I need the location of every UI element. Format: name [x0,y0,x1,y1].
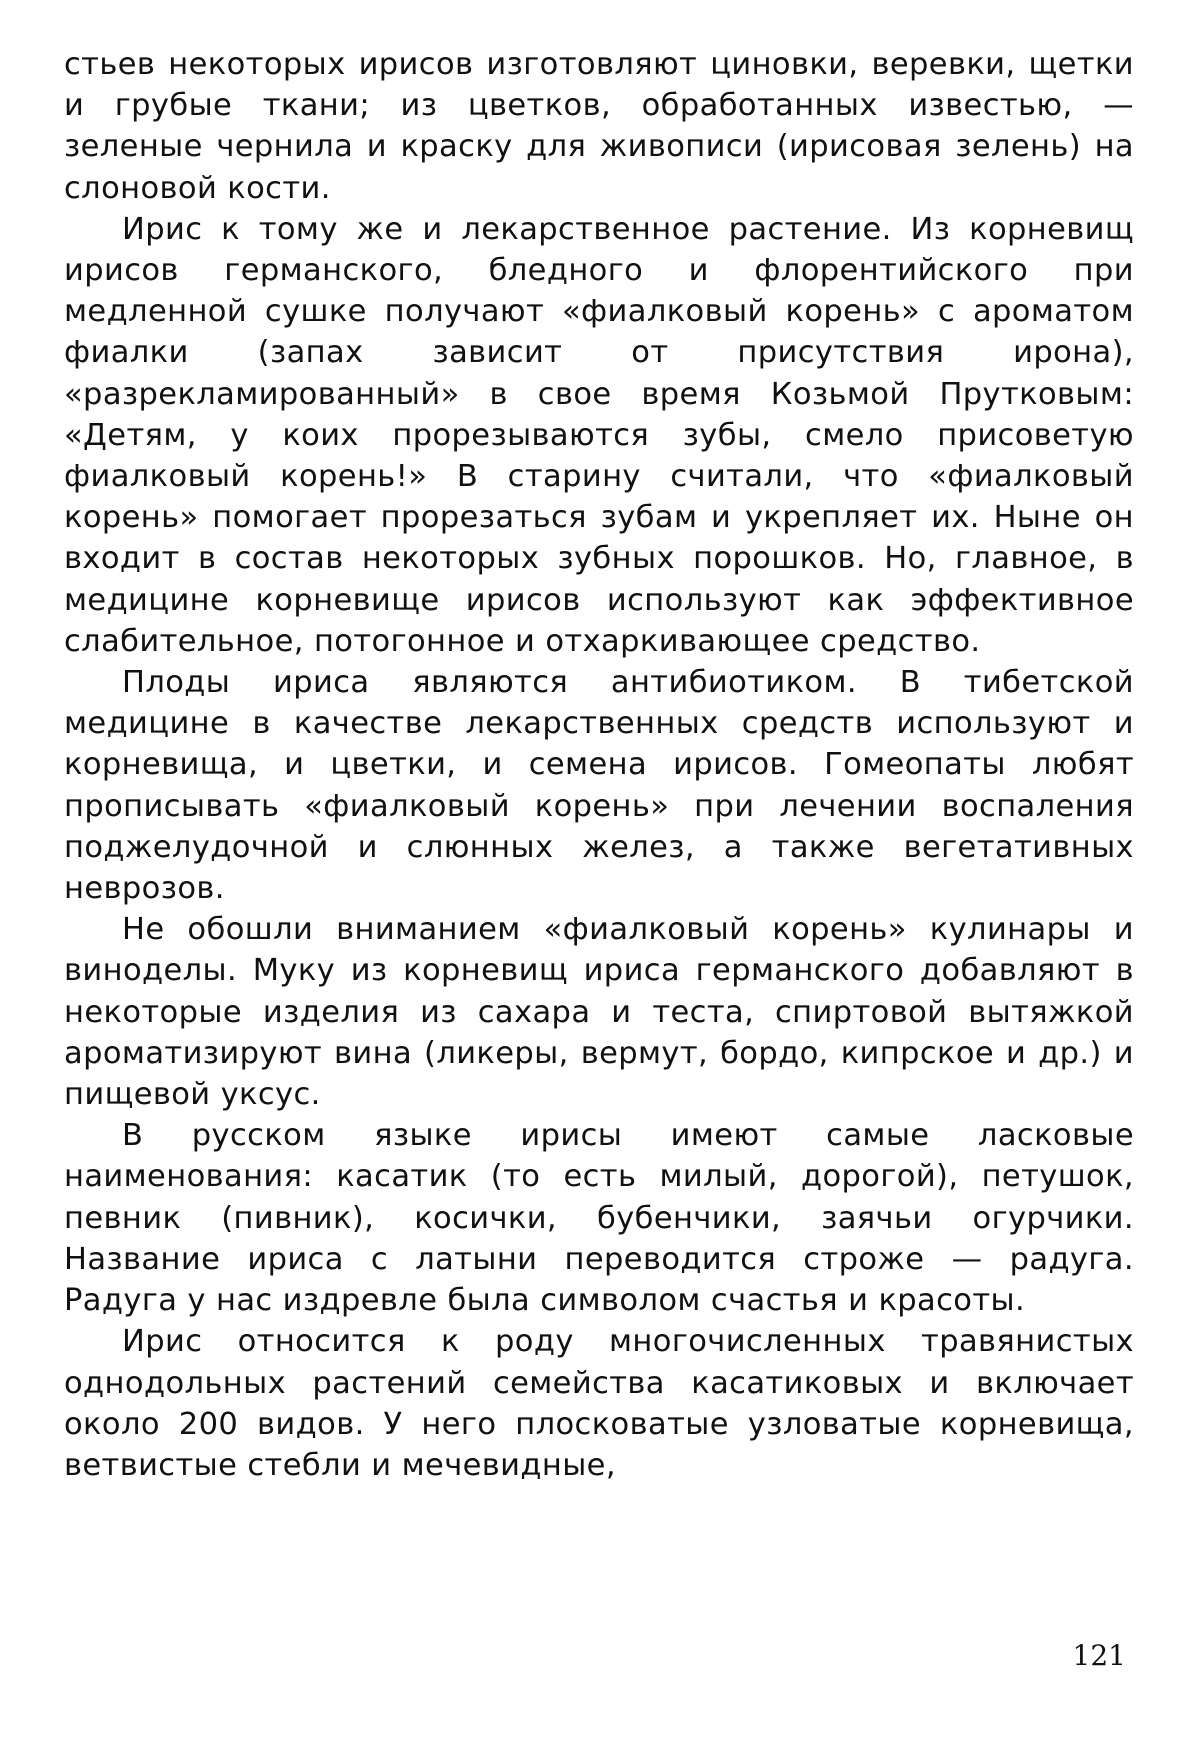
paragraph-names: В русском языке ирисы имеют самые ласковые наименования: касатик (то есть милый, дорогой), петушок, певник (пивник), косички, бубенчики, заячьи огурчики. Название ириса с латыни переводится строже — радуга. Радуга у нас издревле была символом счастья и красоты. [64,1118,1134,1319]
body-text [64,44,1134,1486]
paragraph-culinary: Не обошли вниманием «фиалковый корень» кулинары и виноделы. Муку из корневищ ириса германского добавляют в некоторые изделия из сахара и теста, спиртовой вытяжкой ароматизируют вина (ликеры, вермут, бордо, кипрское и др.) и пищевой уксус. [64,912,1134,1113]
page-number: 121 [1072,1639,1126,1672]
paragraph-continuation: стьев некоторых ирисов изготовляют циновки, веревки, щетки и грубые ткани; из цветков, обработанных известью, — зеленые чернила и краску для живописи (ирисовая зелень) на слоновой кости. [64,47,1134,206]
document-page [64,44,1134,1724]
paragraph-botany: Ирис относится к роду многочисленных травянистых однодольных растений семейства касатиковых и включает около 200 видов. У него плосковатые узловатые корневища, ветвистые стебли и мечевидные, [64,1324,1134,1483]
paragraph-medicinal: Ирис к тому же и лекарственное растение. Из корневищ ирисов германского, бледного и флорентийского при медленной сушке получают «фиалковый корень» с ароматом фиалки (запах зависит от присутствия ирона), «разрекламированный» в свое время Козьмой Прутковым: «Детям, у коих прорезываются зубы, смело присоветую фиалковый корень!» В старину считали, что «фиалковый корень» помогает прорезаться зубам и укрепляет их. Ныне он входит в состав некоторых зубных порошков. Но, главное, в медицине корневище ирисов используют как эффективное слабительное, потогонное и отхаркивающее средство. [64,211,1134,659]
paragraph-antibiotic: Плоды ириса являются антибиотиком. В тибетской медицине в качестве лекарственных средств используют и корневища, и цветки, и семена ирисов. Гомеопаты любят прописывать «фиалковый корень» при лечении воспаления поджелудочной и слюнных желез, а также вегетативных неврозов. [64,665,1134,907]
